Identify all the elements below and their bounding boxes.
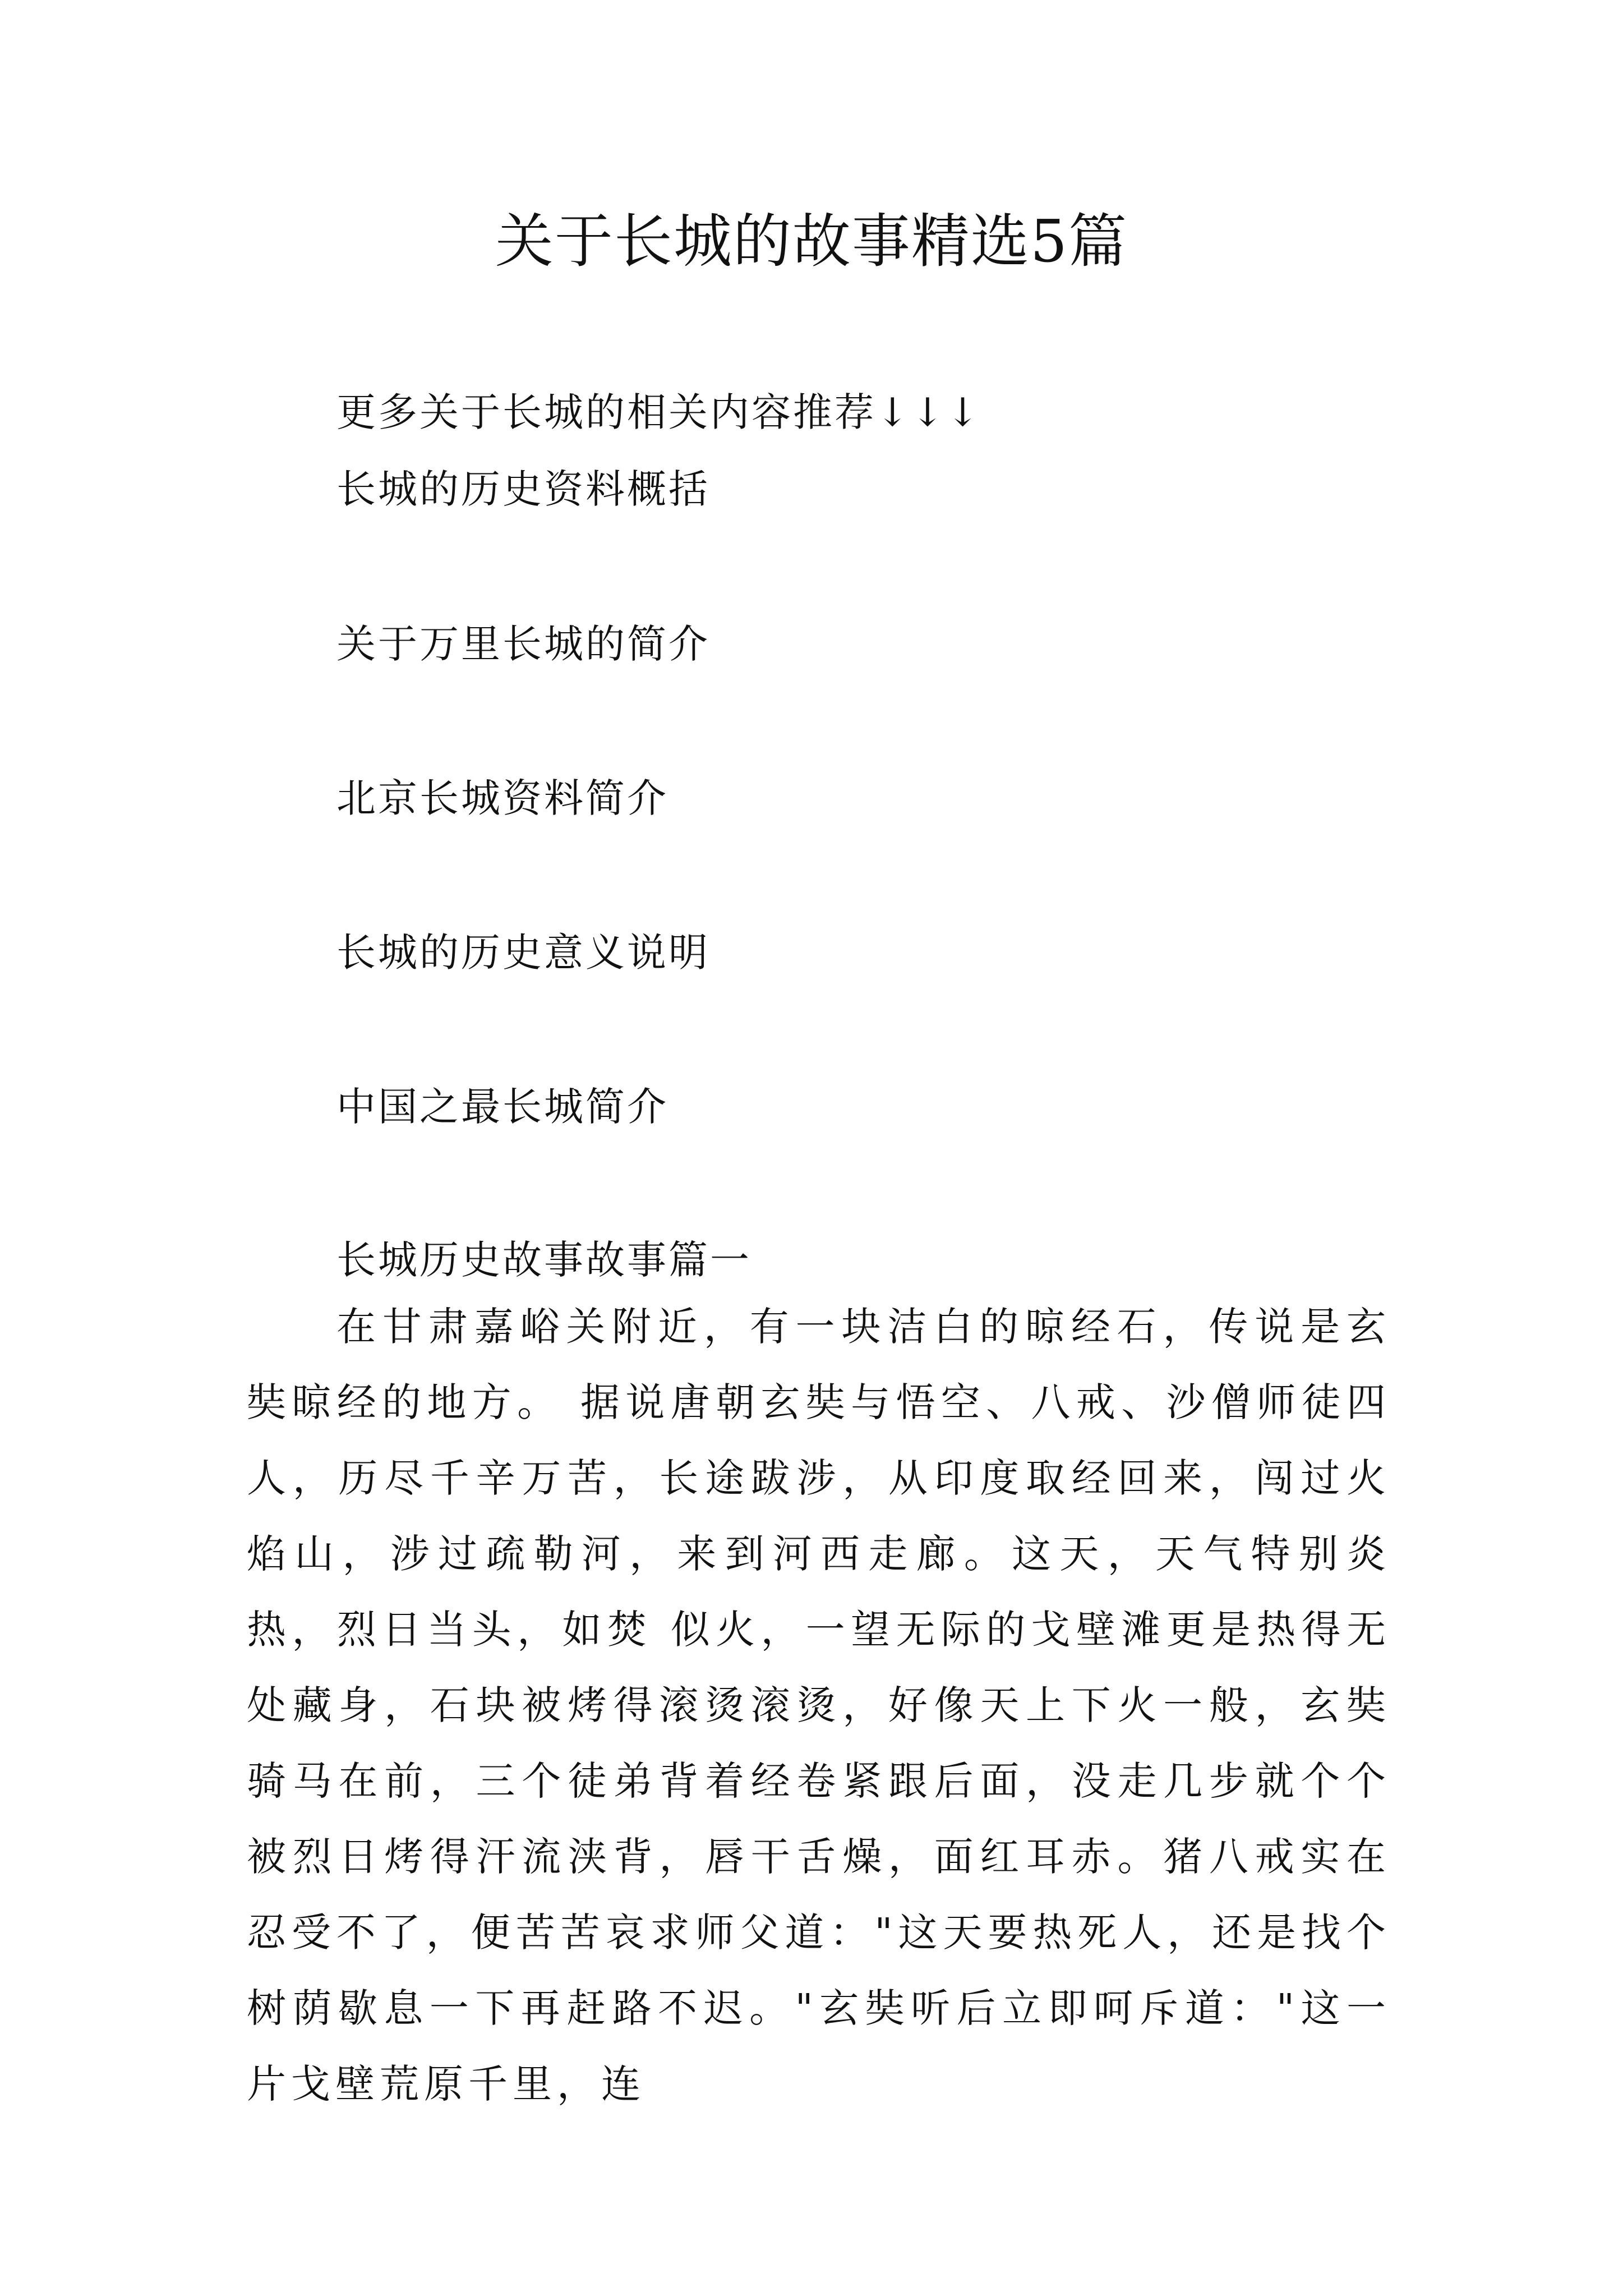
related-link-2[interactable]: 关于万里长城的简介 bbox=[336, 621, 710, 667]
document-title: 关于长城的故事精选5篇 bbox=[495, 207, 1128, 275]
story-paragraph: 在甘肃嘉峪关附近，有一块洁白的晾经石，传说是玄奘晾经的地方。 据说唐朝玄奘与悟空、八戒、沙僧师徒四人，历尽千辛万苦，长途跋涉，从印度取经回来，闯过火焰山，涉过疏勒河，来到河西走廊。这天，天气特别炎热，烈日当头，如焚 似火，一望无际的戈壁滩更是热得无处藏身，石块被烤得滚烫滚烫，好像天上下火一般，玄奘骑马在前，三个徒弟背着经卷紧跟后面，没走几步就个个被烈日烤得汗流浃背，唇干舌燥，面红耳赤。猪八戒实在忍受不了，便苦苦哀求师父道："这天要热死人，还是找个树荫歇息一下再赶路不迟。"玄奘听后立即呵斥道："这一片戈壁荒原千里，连 bbox=[247, 1304, 1391, 2107]
related-link-4[interactable]: 长城的历史意义说明 bbox=[336, 930, 710, 976]
related-link-5[interactable]: 中国之最长城简介 bbox=[336, 1084, 668, 1130]
section-heading: 长城历史故事故事篇一 bbox=[336, 1237, 751, 1283]
related-link-1[interactable]: 长城的历史资料概括 bbox=[336, 466, 710, 512]
recommendation-intro: 更多关于长城的相关内容推荐↓↓↓ bbox=[336, 389, 981, 435]
related-link-3[interactable]: 北京长城资料简介 bbox=[336, 775, 668, 821]
